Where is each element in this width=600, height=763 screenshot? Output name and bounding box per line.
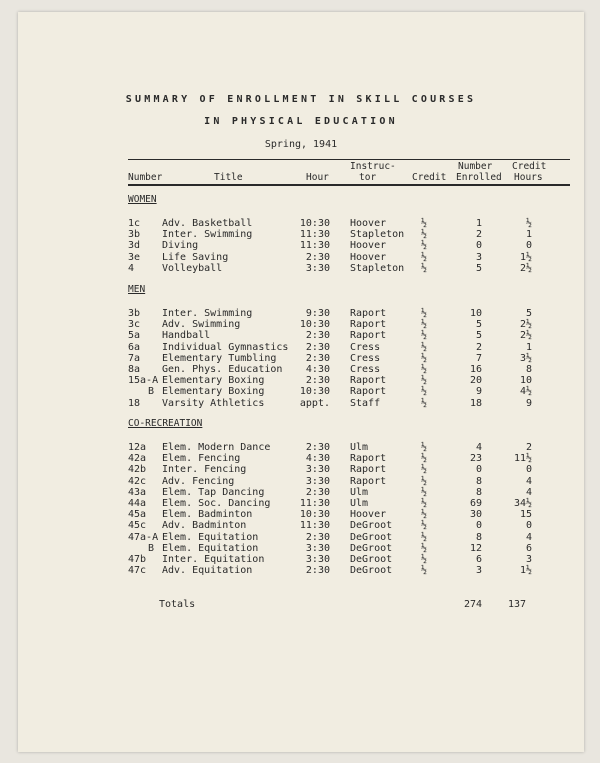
course-number: 4 [128, 263, 135, 274]
course-title: Elem. Modern Dance [162, 442, 271, 453]
course-enrolled: 4 [475, 442, 482, 453]
course-enrolled: 16 [469, 364, 482, 375]
header-title: Title [214, 172, 243, 183]
course-hour: 10:30 [299, 319, 330, 330]
course-credit: ½ [420, 330, 428, 341]
course-enrolled: 8 [475, 532, 482, 543]
course-title: Handball [162, 330, 211, 341]
course-title: Adv. Equitation [162, 565, 253, 576]
course-title: Adv. Basketball [162, 218, 253, 229]
course-title: Elementary Boxing [162, 375, 265, 386]
course-hour: 2:30 [305, 375, 330, 386]
course-hour: 2:30 [305, 487, 330, 498]
course-credit: ½ [420, 487, 428, 498]
course-credit-hours: 15 [519, 509, 532, 520]
course-enrolled: 3 [475, 565, 482, 576]
course-title: Elementary Boxing [162, 386, 265, 397]
course-credit-hours: 9 [525, 398, 532, 409]
course-instructor: Raport [350, 319, 387, 330]
course-number: 3b [128, 229, 141, 240]
course-enrolled: 10 [469, 308, 482, 319]
course-hour: 3:30 [305, 263, 330, 274]
course-instructor: Ulm [350, 498, 369, 509]
course-number: 3d [128, 240, 141, 251]
course-credit: ½ [420, 520, 428, 531]
course-enrolled: 18 [469, 398, 482, 409]
document-date: Spring, 1941 [264, 139, 338, 150]
course-instructor: DeGroot [350, 532, 393, 543]
course-enrolled: 5 [475, 263, 482, 274]
course-credit-hours: 2½ [519, 319, 532, 330]
course-credit-hours: 1½ [519, 252, 532, 263]
course-credit: ½ [420, 353, 428, 364]
course-title: Elem. Fencing [162, 453, 241, 464]
header-number: Number [128, 172, 163, 183]
course-number: 47b [128, 554, 147, 565]
course-title: Inter. Fencing [162, 464, 247, 475]
course-hour: 4:30 [305, 453, 330, 464]
course-credit: ½ [420, 498, 428, 509]
course-credit: ½ [420, 386, 428, 397]
course-credit-hours: 2½ [519, 263, 532, 274]
header-bottom-rule [128, 184, 570, 186]
course-hour: 10:30 [299, 386, 330, 397]
course-enrolled: 5 [475, 319, 482, 330]
course-credit: ½ [420, 364, 428, 375]
course-credit-hours: 4½ [519, 386, 532, 397]
document-subtitle: IN PHYSICAL EDUCATION [204, 116, 398, 127]
section-heading: CO-RECREATION [128, 418, 203, 429]
course-instructor: Hoover [350, 218, 387, 229]
course-title: Adv. Swimming [162, 319, 241, 330]
course-hour: 2:30 [305, 342, 330, 353]
course-number: 43a [128, 487, 147, 498]
title-line-2 [18, 116, 584, 127]
course-hour: 4:30 [305, 364, 330, 375]
course-enrolled: 0 [475, 464, 482, 475]
course-number: 1c [128, 218, 141, 229]
document-page [18, 12, 584, 752]
course-number: 44a [128, 498, 147, 509]
section-heading: WOMEN [128, 194, 157, 205]
course-credit-hours: 6 [525, 543, 532, 554]
course-credit-hours: 2½ [519, 330, 532, 341]
course-credit-hours: 11½ [513, 453, 532, 464]
course-credit: ½ [420, 319, 428, 330]
course-hour: 11:30 [299, 498, 330, 509]
course-enrolled: 30 [469, 509, 482, 520]
course-number: 8a [128, 364, 141, 375]
course-instructor: Staff [350, 398, 381, 409]
course-credit-hours: ½ [525, 218, 532, 229]
totals-enrolled: 274 [463, 599, 482, 610]
course-instructor: Hoover [350, 252, 387, 263]
course-hour: 11:30 [299, 229, 330, 240]
course-number: B [148, 543, 155, 554]
course-title: Diving [162, 240, 199, 251]
course-credit-hours: 0 [525, 520, 532, 531]
course-title: Individual Gymnastics [162, 342, 289, 353]
course-instructor: Stapleton [350, 263, 405, 274]
totals-credit-hours: 137 [507, 599, 526, 610]
course-enrolled: 20 [469, 375, 482, 386]
course-hour: 11:30 [299, 520, 330, 531]
course-title: Volleyball [162, 263, 223, 274]
course-credit-hours: 0 [525, 240, 532, 251]
course-instructor: Raport [350, 476, 387, 487]
course-credit-hours: 3 [525, 554, 532, 565]
course-instructor: Cress [350, 342, 381, 353]
course-number: 12a [128, 442, 147, 453]
course-credit: ½ [420, 218, 428, 229]
course-enrolled: 1 [475, 218, 482, 229]
course-number: 3e [128, 252, 141, 263]
course-instructor: DeGroot [350, 520, 393, 531]
course-credit-hours: 1 [525, 342, 532, 353]
header-top-rule [128, 159, 570, 160]
course-instructor: Hoover [350, 240, 387, 251]
course-credit: ½ [420, 342, 428, 353]
course-enrolled: 7 [475, 353, 482, 364]
course-hour: 2:30 [305, 565, 330, 576]
date-line [18, 139, 584, 150]
course-title: Adv. Badminton [162, 520, 247, 531]
course-title: Elementary Tumbling [162, 353, 277, 364]
section-heading: MEN [128, 284, 146, 295]
course-instructor: DeGroot [350, 565, 393, 576]
course-number: 5a [128, 330, 141, 341]
course-number: 3b [128, 308, 141, 319]
course-enrolled: 6 [475, 554, 482, 565]
course-instructor: Raport [350, 308, 387, 319]
course-instructor: Raport [350, 464, 387, 475]
course-credit: ½ [420, 464, 428, 475]
course-credit: ½ [420, 554, 428, 565]
course-credit-hours: 3½ [519, 353, 532, 364]
course-hour: 3:30 [305, 543, 330, 554]
course-title: Adv. Fencing [162, 476, 235, 487]
course-hour: 2:30 [305, 353, 330, 364]
course-number: 42c [128, 476, 147, 487]
course-enrolled: 9 [475, 386, 482, 397]
course-credit-hours: 1 [525, 229, 532, 240]
course-instructor: Ulm [350, 442, 369, 453]
course-credit: ½ [420, 308, 428, 319]
course-number: 6a [128, 342, 141, 353]
course-enrolled: 8 [475, 476, 482, 487]
course-number: 45a [128, 509, 147, 520]
course-instructor: Cress [350, 353, 381, 364]
course-hour: 10:30 [299, 509, 330, 520]
header-hours-1: Credit [512, 161, 547, 172]
course-credit: ½ [420, 442, 428, 453]
course-enrolled: 0 [475, 520, 482, 531]
course-credit: ½ [420, 532, 428, 543]
course-credit: ½ [420, 509, 428, 520]
course-hour: 2:30 [305, 252, 330, 263]
course-number: 18 [128, 398, 141, 409]
course-enrolled: 8 [475, 487, 482, 498]
course-hour: 3:30 [305, 464, 330, 475]
course-enrolled: 0 [475, 240, 482, 251]
course-enrolled: 2 [475, 229, 482, 240]
course-instructor: Raport [350, 375, 387, 386]
course-credit: ½ [420, 565, 428, 576]
course-instructor: Cress [350, 364, 381, 375]
course-hour: 2:30 [305, 442, 330, 453]
course-credit-hours: 2 [525, 442, 532, 453]
course-title: Elem. Equitation [162, 543, 259, 554]
course-title: Elem. Tap Dancing [162, 487, 265, 498]
course-credit-hours: 10 [519, 375, 532, 386]
header-hours-2: Hours [514, 172, 543, 183]
course-title: Varsity Athletics [162, 398, 265, 409]
header-instructor-2: tor [359, 172, 377, 183]
course-number: 45c [128, 520, 147, 531]
course-credit: ½ [420, 453, 428, 464]
document-title: SUMMARY OF ENROLLMENT IN SKILL COURSES [125, 94, 477, 105]
course-credit: ½ [420, 375, 428, 386]
course-title: Elem. Soc. Dancing [162, 498, 271, 509]
course-hour: 3:30 [305, 476, 330, 487]
course-hour: 10:30 [299, 218, 330, 229]
course-hour: 2:30 [305, 532, 330, 543]
course-instructor: Raport [350, 330, 387, 341]
header-hour: Hour [306, 172, 329, 183]
course-enrolled: 23 [469, 453, 482, 464]
course-hour: 9:30 [305, 308, 330, 319]
course-number: 3c [128, 319, 141, 330]
course-instructor: Hoover [350, 509, 387, 520]
header-instructor-1: Instruc- [350, 161, 396, 172]
course-hour: 2:30 [305, 330, 330, 341]
header-enrolled-2: Enrolled [456, 172, 502, 183]
course-credit-hours: 0 [525, 464, 532, 475]
course-credit: ½ [420, 476, 428, 487]
course-credit-hours: 4 [525, 532, 532, 543]
course-number: 47c [128, 565, 147, 576]
course-hour: 3:30 [305, 554, 330, 565]
course-credit: ½ [420, 398, 428, 409]
course-title: Gen. Phys. Education [162, 364, 283, 375]
course-credit: ½ [420, 252, 428, 263]
course-credit: ½ [420, 263, 428, 274]
course-instructor: DeGroot [350, 554, 393, 565]
course-credit: ½ [420, 240, 428, 251]
course-hour: appt. [299, 398, 330, 409]
totals-label: Totals [159, 599, 196, 610]
course-instructor: Raport [350, 386, 387, 397]
course-credit-hours: 4 [525, 476, 532, 487]
course-credit-hours: 4 [525, 487, 532, 498]
course-number: 42b [128, 464, 147, 475]
course-number: 47a-A [128, 532, 159, 543]
course-credit-hours: 34½ [513, 498, 532, 509]
course-hour: 11:30 [299, 240, 330, 251]
course-enrolled: 3 [475, 252, 482, 263]
course-title: Inter. Equitation [162, 554, 265, 565]
course-instructor: Raport [350, 453, 387, 464]
course-number: 7a [128, 353, 141, 364]
course-credit-hours: 5 [525, 308, 532, 319]
course-instructor: DeGroot [350, 543, 393, 554]
course-enrolled: 12 [469, 543, 482, 554]
course-instructor: Ulm [350, 487, 369, 498]
course-instructor: Stapleton [350, 229, 405, 240]
title-line-1 [18, 94, 584, 105]
course-credit-hours: 8 [525, 364, 532, 375]
course-title: Elem. Equitation [162, 532, 259, 543]
course-number: 15a-A [128, 375, 159, 386]
course-title: Inter. Swimming [162, 229, 253, 240]
course-credit-hours: 1½ [519, 565, 532, 576]
course-credit: ½ [420, 229, 428, 240]
header-enrolled-1: Number [458, 161, 493, 172]
course-enrolled: 69 [469, 498, 482, 509]
course-credit: ½ [420, 543, 428, 554]
course-title: Life Saving [162, 252, 229, 263]
course-number: B [148, 386, 155, 397]
course-title: Elem. Badminton [162, 509, 253, 520]
course-enrolled: 5 [475, 330, 482, 341]
course-enrolled: 2 [475, 342, 482, 353]
header-credit: Credit [412, 172, 447, 183]
course-number: 42a [128, 453, 147, 464]
course-title: Inter. Swimming [162, 308, 253, 319]
